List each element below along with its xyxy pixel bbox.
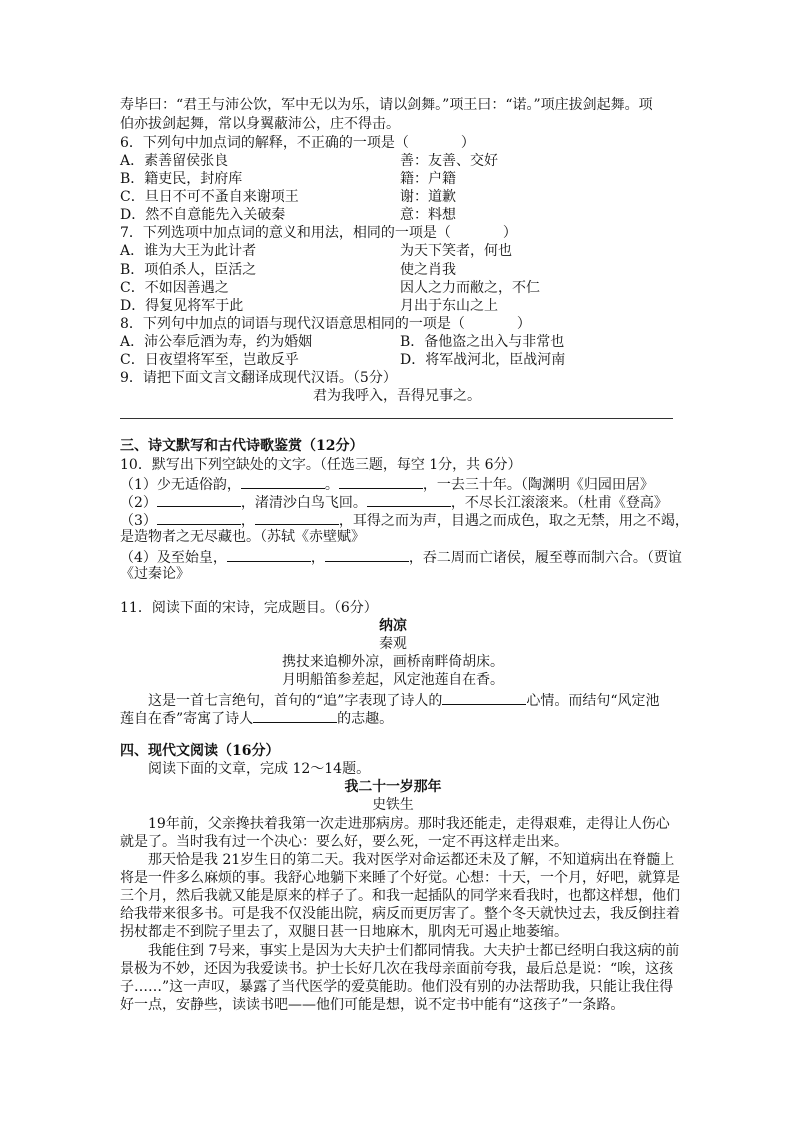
q7-compare-b: 使之肖我 [400, 262, 456, 278]
poem-line: 月明船笛参差起，风定池莲自在香。 [282, 672, 504, 688]
article-paragraph-line: 就是了。当时我有过一个决心：要么好，要么死，一定不再这样走出来。 [120, 834, 568, 850]
passage-line: 寿毕曰：“君王与沛公饮，军中无以为乐，请以剑舞。”项王曰：“诺。”项庄拔剑起舞。项 [120, 97, 653, 113]
fill-blank[interactable] [325, 547, 409, 562]
poem-line: 携扙来追柳外凉，画桥南畔倚胡床。 [282, 654, 504, 670]
q9-sentence: 君为我呼入，吾得兄事之。 [313, 388, 481, 404]
q6-stem: 6．下列句中加点词的解释，不正确的一项是（ ） [120, 135, 475, 151]
fill-blank[interactable] [339, 474, 423, 489]
q10-item-2: （2） ，渚清沙白鸟飞回。 ，不尽长江滚滚来。（杜甫《登高》 [120, 492, 668, 512]
q7-option-a: A．谁为大王为此计者 [120, 243, 257, 259]
q8-option-c: C．日夜望将军至，岂敢反乎 [120, 352, 299, 368]
q9-stem: 9．请把下面文言文翻译成现代汉语。（5分） [120, 370, 397, 386]
q7-compare-c: 因人之力而敝之，不仁 [400, 280, 540, 296]
article-paragraph-line: 景极为不妙，还因为我爱读书。护士长好几次在我母亲面前夸我，最后总是说：“唉，这孩 [120, 961, 674, 977]
q7-option-d: D．得复见将军于此 [120, 298, 244, 314]
article-paragraph-line: 子……”这一声叹，暴露了当代医学的爱莫能助。他们没有别的办法帮助我，只能让我住得 [120, 979, 674, 995]
q6-option-a: A．素善留侯张良 [120, 153, 229, 169]
q7-option-c: C．不如因善遇之 [120, 280, 229, 296]
poem-title: 纳凉 [379, 618, 407, 634]
q7-stem: 7．下列选项中加点词的意义和用法，相同的一项是（ ） [120, 225, 517, 241]
article-paragraph-line: 拐杖都走不到院子里去了，双腿日甚一日地麻木，肌肉无可遏止地萎缩。 [120, 924, 568, 940]
poem-author: 秦观 [379, 636, 407, 652]
q6-option-b: B．籍吏民，封府库 [120, 171, 243, 187]
q10-stem: 10．默写出下列空缺处的文字。（任选三题，每空 1分，共 6分） [120, 457, 522, 473]
article-title: 我二十一岁那年 [344, 779, 442, 795]
q6-gloss-b: 籍：户籍 [400, 171, 456, 187]
q10-item-3-cont: 是造物者之无尽藏也。（苏轼《赤壁赋》 [120, 529, 365, 545]
q10-item-4: （4）及至始皇， ， ，吞二周而亡诸侯，履至尊而制六合。（贾谊 [120, 547, 682, 567]
q7-compare-d: 月出于东山之上 [400, 298, 498, 314]
answer-line [120, 418, 673, 419]
q10-item-4-cont: 《过秦论》 [120, 566, 190, 582]
fill-blank[interactable] [157, 492, 241, 507]
q10-item-1: （1）少无适俗韵， 。 ，一去三十年。（陶渊明《归园田居》 [120, 474, 654, 494]
fill-blank[interactable] [227, 547, 311, 562]
q6-gloss-c: 谢：道歉 [400, 189, 456, 205]
q11-stem: 11．阅读下面的宋诗，完成题目。（6分） [120, 600, 378, 616]
article-paragraph-line: 将是一件多么麻烦的事。我舒心地躺下来睡了个好觉。心想：十天，一个月，好吧，就算是 [120, 870, 680, 886]
section-3-heading: 三、诗文默写和古代诗歌鉴赏（12分） [120, 438, 364, 454]
q6-option-c: C．旦日不可不蚤自来谢项王 [120, 189, 299, 205]
fill-blank[interactable] [255, 510, 339, 525]
q11-answer-line-2: 莲自在香”寄寓了诗人 的志趣。 [120, 708, 393, 728]
q7-option-b: B．项伯杀人，臣活之 [120, 262, 257, 278]
q8-stem: 8．下列句中加点的词语与现代汉语意思相同的一项是（ ） [120, 316, 531, 332]
fill-blank[interactable] [442, 690, 526, 705]
fill-blank[interactable] [367, 492, 451, 507]
article-paragraph-line: 三个月，然后我就又能是原来的样子了。和我一起插队的同学来看我时，也都这样想，他们 [120, 888, 680, 904]
section-4-heading: 四、现代文阅读（16分） [120, 743, 280, 759]
passage-line: 伯亦拔剑起舞，常以身翼蔽沛公，庄不得击。 [120, 116, 400, 132]
q6-gloss-a: 善：友善、交好 [400, 153, 498, 169]
article-paragraph-line: 我能住到 7号来，事实上是因为大夫护士们都同情我。大夫护士都已经明白我这病的前 [148, 943, 680, 959]
article-paragraph-line: 好一点，安静些，读读书吧——他们可能是想，说不定书中能有“这孩子”一条路。 [120, 997, 625, 1013]
article-paragraph-line: 19年前，父亲搀扶着我第一次走进那病房。那时我还能走，走得艰难，走得让人伤心 [148, 816, 670, 832]
q8-option-b: B．备他盗之出入与非常也 [400, 334, 565, 350]
article-author: 史铁生 [372, 797, 414, 813]
reading-intro: 阅读下面的文章，完成 12～14题。 [148, 761, 371, 777]
q11-answer-line-1: 这是一首七言绝句，首句的“追”字表现了诗人的 心情。而结句“风定池 [148, 690, 660, 710]
q7-compare-a: 为天下笑者，何也 [400, 243, 512, 259]
q10-item-3: （3） ， ，耳得之而为声，目遇之而成色，取之无禁，用之不竭， [120, 510, 689, 530]
article-paragraph-line: 给我带来很多书。可是我不仅没能出院，病反而更厉害了。整个冬天就快过去，我反倒拄着 [120, 906, 680, 922]
q8-option-a: A．沛公奉卮酒为寿，约为婚姻 [120, 334, 313, 350]
fill-blank[interactable] [241, 474, 325, 489]
article-paragraph-line: 那天恰是我 21岁生日的第二天。我对医学对命运都还未及了解，不知道病出在脊髓上 [148, 852, 675, 868]
q8-option-d: D．将军战河北，臣战河南 [400, 352, 566, 368]
fill-blank[interactable] [157, 510, 241, 525]
q6-option-d: D．然不自意能先入关破秦 [120, 207, 286, 223]
q6-gloss-d: 意：料想 [400, 207, 456, 223]
fill-blank[interactable] [253, 708, 337, 723]
